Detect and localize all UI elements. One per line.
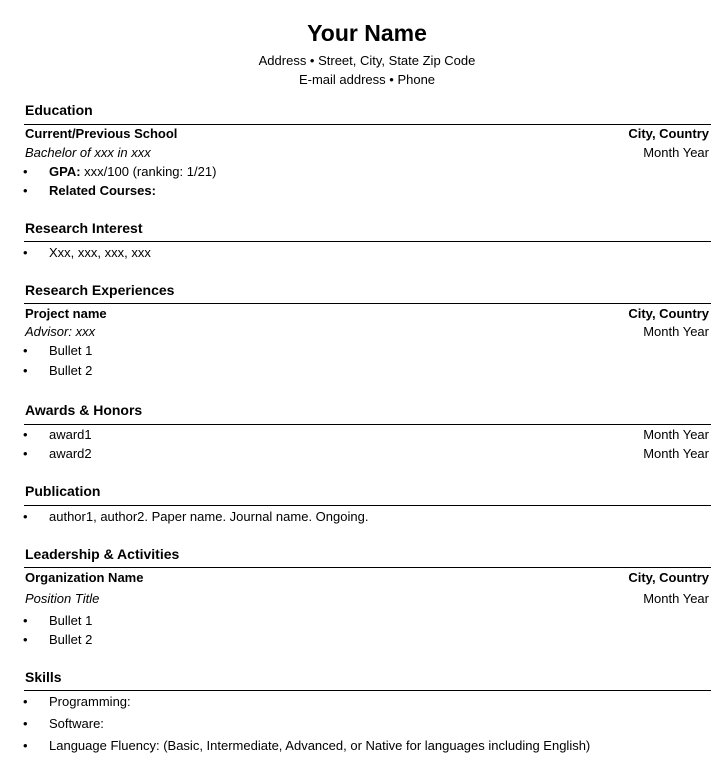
skills-item: Language Fluency: (Basic, Intermediate, Advanced, or Native for languages including English): [49, 738, 591, 753]
research-interest-item: Xxx, xxx, xxx, xxx: [49, 245, 151, 260]
leadership-bullet: Bullet 2: [49, 632, 93, 647]
address-line: Address • Street, City, State Zip Code: [258, 53, 476, 68]
education-degree: Bachelor of xxx in xxx: [25, 145, 151, 160]
leadership-location: City, Country: [628, 570, 709, 585]
publication-item: author1, author2. Paper name. Journal name. Ongoing.: [49, 509, 369, 524]
research-interest-heading: Research Interest: [25, 220, 143, 236]
education-school: Current/Previous School: [25, 126, 178, 141]
leadership-date: Month Year: [643, 591, 709, 606]
award-date: Month Year: [643, 427, 709, 442]
bullet-glyph: •: [23, 613, 28, 628]
publication-heading: Publication: [25, 483, 101, 499]
education-location: City, Country: [628, 126, 709, 141]
award-name: award2: [49, 446, 92, 461]
bullet-glyph: •: [23, 363, 28, 378]
education-divider: [24, 124, 711, 125]
resume-name: Your Name: [307, 20, 427, 46]
skills-divider: [24, 690, 711, 691]
research-bullet: Bullet 1: [49, 343, 93, 358]
bullet-glyph: •: [23, 427, 28, 442]
gpa-value: xxx/100 (ranking: 1/21): [80, 164, 217, 179]
leadership-bullet: Bullet 1: [49, 613, 93, 628]
research-advisor: Advisor: xxx: [25, 324, 96, 339]
awards-heading: Awards & Honors: [25, 402, 143, 418]
leadership-heading: Leadership & Activities: [25, 546, 180, 562]
research-date: Month Year: [643, 324, 709, 339]
bullet-glyph: •: [23, 245, 28, 260]
education-gpa: [49, 165, 216, 178]
research-experiences-heading: Research Experiences: [25, 282, 175, 298]
bullet-glyph: •: [23, 509, 28, 524]
award-date: Month Year: [643, 446, 709, 461]
leadership-position: Position Title: [25, 591, 100, 606]
education-date: Month Year: [643, 145, 709, 160]
bullet-glyph: •: [23, 694, 28, 709]
bullet-glyph: •: [23, 738, 28, 753]
bullet-glyph: •: [23, 343, 28, 358]
research-experiences-divider: [24, 303, 711, 304]
research-project: Project name: [25, 306, 107, 321]
education-courses: Related Courses:: [49, 183, 156, 198]
bullet-glyph: •: [23, 183, 28, 198]
research-bullet: Bullet 2: [49, 363, 93, 378]
bullet-glyph: •: [23, 632, 28, 647]
publication-divider: [24, 505, 711, 506]
gpa-label: GPA:: [49, 164, 81, 179]
research-interest-divider: [24, 241, 711, 242]
research-location: City, Country: [628, 306, 709, 321]
leadership-organization: Organization Name: [25, 570, 144, 585]
bullet-glyph: •: [23, 164, 28, 179]
skills-item: Programming:: [49, 694, 131, 709]
contact-line: E-mail address • Phone: [298, 72, 436, 87]
bullet-glyph: •: [23, 716, 28, 731]
education-heading: Education: [25, 102, 93, 118]
award-name: award1: [49, 427, 92, 442]
leadership-divider: [24, 567, 711, 568]
skills-item: Software:: [49, 716, 104, 731]
bullet-glyph: •: [23, 446, 28, 461]
skills-heading: Skills: [25, 669, 62, 685]
awards-divider: [24, 424, 711, 425]
